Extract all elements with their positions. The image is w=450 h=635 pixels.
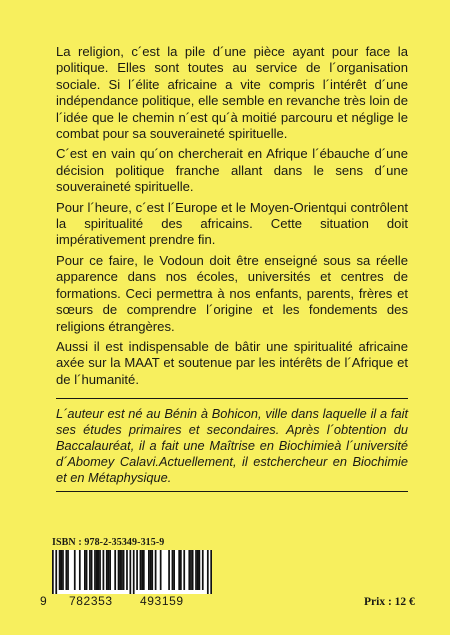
barcode-bar [136,550,138,590]
barcode-bar [188,550,190,590]
barcode-bar [94,550,96,590]
barcode-bar [59,550,61,590]
isbn-label: ISBN : 978-2-35349-315-9 [52,537,165,548]
barcode-bar [155,550,157,590]
barcode-bar [199,550,201,590]
barcode-bar [133,550,135,594]
summary-text [56,44,408,392]
barcode-bar [168,550,170,590]
barcode-right-group: 493159 [140,594,184,608]
barcode-bar [119,550,121,590]
barcode-bar [55,550,57,594]
barcode-bars [52,550,212,594]
barcode-bar [151,550,153,590]
barcode-bar [74,550,76,590]
barcode-digits [36,594,226,608]
barcode-bar [62,550,64,590]
barcode-bar [96,550,98,590]
barcode-bar [52,550,54,594]
barcode-bar [197,550,199,590]
barcode-bar [129,550,131,594]
barcode-bar [210,550,212,594]
barcode-bar [173,550,175,590]
barcode-bar [172,550,174,590]
paragraph-4: Pour ce faire, le Vodoun doit être enseigné sous sa réelle apparence dans nos écoles, universités et centres de formations. Ceci permettra à nos enfants, parents, frères et sœurs de comprendre l´origine et les fondements des religions étrangères. [56,252,408,334]
barcode-bar [103,550,105,590]
barcode-bar [114,550,116,590]
barcode-bar [143,550,145,590]
divider-top [56,398,408,399]
paragraph-3: Pour l´heure, c´est l´Europe et le Moyen-Orientqui contrôlent la spiritualité des africains. Cette situation doit impérativement prendre fin. [56,199,408,248]
barcode-bar [84,550,86,590]
barcode-bar [123,550,125,590]
barcode-bar [67,550,69,590]
barcode-bar [108,550,110,590]
divider-bottom [56,491,408,492]
author-bio: L´auteur est né au Bénin à Bohicon, ville dans laquelle il a fait ses études primaires et secondaires. Après l´obtention du Baccalauréat, il a fait une Maîtrise en Biochimieà l´université d´Abomey Calavi.Actuellement, il estchercheur en Biochimie et en Métaphysique. [56,406,408,485]
barcode-bar [160,550,162,590]
paragraph-1: La religion, c´est la pile d´une pièce ayant pour face la politique. Elles sont toutes au service de l´organisation sociale. Si l´élite africaine a vite compris l´intérêt d´une indépendance politique, elle semble en revanche très loin de l´idée que le chemin n´est qu´à moitié parcouru et néglige le combat pour sa souveraineté spirituelle. [56,44,408,142]
barcode-bar [148,550,150,590]
barcode-bar [178,550,180,590]
barcode-bar [86,550,88,590]
barcode-bar [202,550,204,590]
barcode-bar [106,550,108,590]
barcode-bar [140,550,142,590]
barcode-bar [79,550,81,590]
barcode-bar [97,550,99,590]
barcode-bar [109,550,111,590]
barcode-bar [118,550,120,590]
barcode-bar [91,550,93,590]
barcode-bar [207,550,209,594]
barcode-bar [89,550,91,590]
barcode-bar [99,550,101,590]
barcode-bar [126,550,128,590]
barcode-bar [190,550,192,590]
barcode-bar [180,550,182,590]
price-label: Prix : 12 € [364,596,415,608]
barcode-bar [183,550,185,590]
barcode-lead-digit: 9 [40,594,47,608]
paragraph-2: C´est en vain qu´on chercherait en Afrique l´ébauche d´une décision politique franche allant dans le sens d´une souveraineté spirituelle. [56,146,408,195]
barcode-bar [65,550,67,590]
paragraph-5: Aussi il est indispensable de bâtir une spiritualité africaine axée sur la MAAT et soutenue par les intérêts de l´Afrique et de l´humanité. [56,338,408,387]
barcode-bar [121,550,123,590]
barcode-bar [195,550,197,590]
barcode-bar [141,550,143,590]
barcode-bar [150,550,152,590]
barcode-bar [60,550,62,590]
barcode-left-group: 782353 [69,594,113,608]
barcode-bar [192,550,194,590]
barcode [52,550,212,594]
